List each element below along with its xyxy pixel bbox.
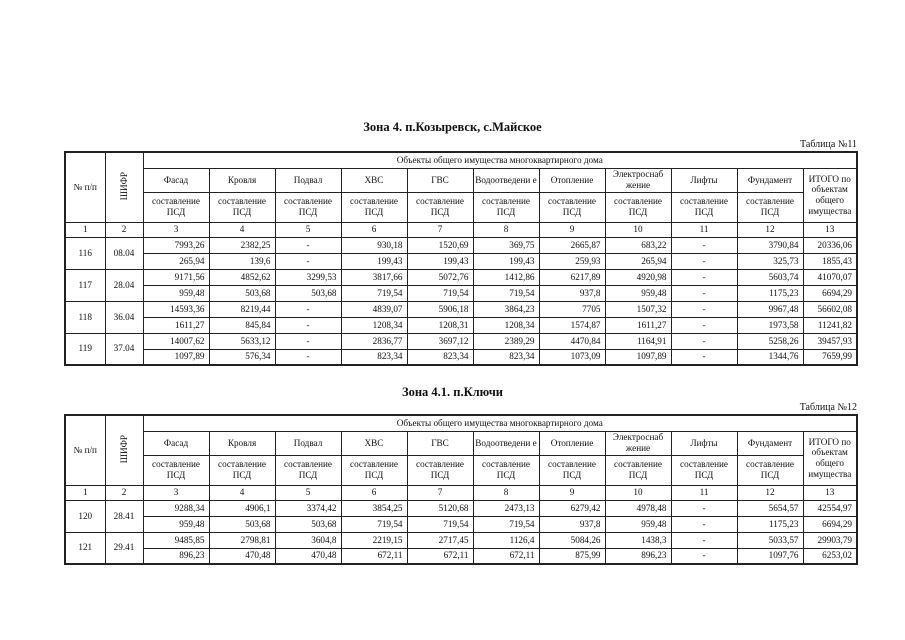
table-cell: 199,43: [473, 253, 539, 269]
table-cell: -: [671, 548, 737, 564]
table-cell: 845,84: [209, 317, 275, 333]
table-cell: 875,99: [539, 548, 605, 564]
subheader-psd: составление ПСД: [539, 455, 605, 485]
column-number: 5: [275, 485, 341, 500]
table-cell: 719,54: [341, 285, 407, 301]
object-column-header: Фасад: [143, 168, 209, 192]
table-cell: -: [671, 237, 737, 253]
subheader-psd: составление ПСД: [209, 455, 275, 485]
table-cell: -: [671, 269, 737, 285]
table-cell: 56602,08: [803, 301, 857, 317]
object-column-header: ГВС: [407, 168, 473, 192]
table-cell: 4470,84: [539, 333, 605, 349]
table-cell: 1412,86: [473, 269, 539, 285]
table-cell: 1164,91: [605, 333, 671, 349]
table-cell: 139,6: [209, 253, 275, 269]
table-cell: 6253,02: [803, 548, 857, 564]
table-row: [65, 269, 857, 285]
table-cell: 9288,34: [143, 500, 209, 516]
table-cell: 1126,4: [473, 532, 539, 548]
table-cell: 11241,82: [803, 317, 857, 333]
object-column-header: Электроснаб жение: [605, 168, 671, 192]
table-cell: 1855,43: [803, 253, 857, 269]
row-np: 120: [65, 500, 105, 532]
column-number: 11: [671, 485, 737, 500]
table-cell: 14593,36: [143, 301, 209, 317]
table-cell: 1175,23: [737, 516, 803, 532]
table-cell: 41070,07: [803, 269, 857, 285]
table-cell: 1574,87: [539, 317, 605, 333]
table-cell: -: [671, 333, 737, 349]
table-cell: 959,48: [143, 516, 209, 532]
table-cell: 937,8: [539, 285, 605, 301]
table-cell: 265,94: [605, 253, 671, 269]
table-cell: 6217,89: [539, 269, 605, 285]
table-cell: -: [275, 237, 341, 253]
table-cell: 823,34: [407, 349, 473, 365]
object-column-header: Лифты: [671, 431, 737, 455]
subheader-psd: составление ПСД: [407, 455, 473, 485]
table-cell: 2389,29: [473, 333, 539, 349]
data-table: [64, 414, 858, 565]
object-column-header: Фундамент: [737, 168, 803, 192]
table-cell: 896,23: [143, 548, 209, 564]
header-np: № п/п: [65, 152, 105, 222]
subheader-psd: составление ПСД: [473, 192, 539, 222]
subheader-psd: составление ПСД: [275, 192, 341, 222]
table-cell: 3817,66: [341, 269, 407, 285]
table-cell: 1208,31: [407, 317, 473, 333]
table-cell: -: [275, 333, 341, 349]
table-cell: 325,73: [737, 253, 803, 269]
column-number: 2: [105, 485, 143, 500]
table-cell: 3604,8: [275, 532, 341, 548]
table-cell: 5084,26: [539, 532, 605, 548]
column-number: 12: [737, 222, 803, 237]
column-number: 10: [605, 485, 671, 500]
subheader-psd: составление ПСД: [209, 192, 275, 222]
column-number: 9: [539, 485, 605, 500]
table-cell: 470,48: [275, 548, 341, 564]
object-column-header: ГВС: [407, 431, 473, 455]
table-cell: 823,34: [341, 349, 407, 365]
table-cell: -: [671, 253, 737, 269]
table-cell: 3374,42: [275, 500, 341, 516]
table-row: [65, 301, 857, 317]
table-cell: 6694,29: [803, 285, 857, 301]
subheader-psd: составление ПСД: [341, 192, 407, 222]
table-cell: 683,22: [605, 237, 671, 253]
column-number: 4: [209, 485, 275, 500]
table-cell: -: [275, 301, 341, 317]
subheader-psd: составление ПСД: [275, 455, 341, 485]
column-number: 13: [803, 222, 857, 237]
table-cell: -: [671, 532, 737, 548]
table-cell: 719,54: [473, 285, 539, 301]
table-cell: 199,43: [407, 253, 473, 269]
column-number: 9: [539, 222, 605, 237]
table-cell: 959,48: [605, 285, 671, 301]
table-cell: 503,68: [209, 285, 275, 301]
table-cell: 823,34: [473, 349, 539, 365]
table-cell: 4978,48: [605, 500, 671, 516]
row-np: 118: [65, 301, 105, 333]
table-cell: 5120,68: [407, 500, 473, 516]
table-cell: 199,43: [341, 253, 407, 269]
table-row: [65, 285, 857, 301]
table-cell: 1611,27: [143, 317, 209, 333]
subheader-psd: составление ПСД: [605, 455, 671, 485]
table-cell: 5258,26: [737, 333, 803, 349]
table-cell: 672,11: [407, 548, 473, 564]
table-row: [65, 317, 857, 333]
row-cipher: 28.41: [105, 500, 143, 532]
row-cipher: 29.41: [105, 532, 143, 564]
table-cell: 7993,26: [143, 237, 209, 253]
table-cell: 5906,18: [407, 301, 473, 317]
object-column-header: Электроснаб жение: [605, 431, 671, 455]
column-number: 3: [143, 222, 209, 237]
table-cell: 470,48: [209, 548, 275, 564]
table-cell: 39457,93: [803, 333, 857, 349]
subheader-psd: составление ПСД: [671, 192, 737, 222]
table-cell: 5654,57: [737, 500, 803, 516]
subheader-psd: составление ПСД: [539, 192, 605, 222]
group-header: Объекты общего имущества многоквартирного дома: [143, 152, 857, 168]
table-cell: 2665,87: [539, 237, 605, 253]
table-cell: 1208,34: [341, 317, 407, 333]
object-column-header: Лифты: [671, 168, 737, 192]
object-column-header: Кровля: [209, 168, 275, 192]
table-cell: 576,34: [209, 349, 275, 365]
table-cell: 5633,12: [209, 333, 275, 349]
object-column-header: Подвал: [275, 431, 341, 455]
total-column-header: ИТОГО по объектам общего имущества: [803, 431, 857, 485]
table-cell: -: [275, 317, 341, 333]
table-cell: 1097,89: [605, 349, 671, 365]
object-column-header: Подвал: [275, 168, 341, 192]
table-cell: 4839,07: [341, 301, 407, 317]
row-cipher: 28.04: [105, 269, 143, 301]
object-column-header: Водоотведени е: [473, 431, 539, 455]
data-table: [64, 151, 858, 366]
header-cipher-cell: [105, 415, 143, 485]
object-column-header: ХВС: [341, 431, 407, 455]
header-cipher-cell: [105, 152, 143, 222]
table-cell: 3864,23: [473, 301, 539, 317]
table-cell: -: [275, 253, 341, 269]
table-cell: 1175,23: [737, 285, 803, 301]
table-cell: 265,94: [143, 253, 209, 269]
header-cipher: ШИФР: [118, 171, 129, 201]
table-cell: 3854,25: [341, 500, 407, 516]
table-cell: 672,11: [341, 548, 407, 564]
object-column-header: Кровля: [209, 431, 275, 455]
table-cell: 20336,06: [803, 237, 857, 253]
table-cell: 7705: [539, 301, 605, 317]
table-row: [65, 333, 857, 349]
row-cipher: 36.04: [105, 301, 143, 333]
column-number: 10: [605, 222, 671, 237]
table-cell: 3697,12: [407, 333, 473, 349]
object-column-header: Фундамент: [737, 431, 803, 455]
table-cell: 1611,27: [605, 317, 671, 333]
column-number: 1: [65, 485, 105, 500]
table-cell: 2798,81: [209, 532, 275, 548]
row-np: 116: [65, 237, 105, 269]
table-cell: 5603,74: [737, 269, 803, 285]
column-number: 6: [341, 222, 407, 237]
table-row: [65, 349, 857, 365]
column-number: 4: [209, 222, 275, 237]
table-cell: 1208,34: [473, 317, 539, 333]
row-np: 117: [65, 269, 105, 301]
table-cell: 369,75: [473, 237, 539, 253]
table-cell: 5072,76: [407, 269, 473, 285]
table-cell: 930,18: [341, 237, 407, 253]
header-cipher: ШИФР: [118, 434, 129, 464]
row-cipher: 37.04: [105, 333, 143, 365]
table-cell: 503,68: [209, 516, 275, 532]
column-number: 6: [341, 485, 407, 500]
table-cell: 2473,13: [473, 500, 539, 516]
table-cell: 6279,42: [539, 500, 605, 516]
row-np: 119: [65, 333, 105, 365]
column-number: 8: [473, 485, 539, 500]
table-cell: 959,48: [143, 285, 209, 301]
table-cell: 503,68: [275, 285, 341, 301]
subheader-psd: составление ПСД: [407, 192, 473, 222]
subheader-psd: составление ПСД: [737, 455, 803, 485]
object-column-header: Отопление: [539, 168, 605, 192]
table-cell: -: [671, 349, 737, 365]
table-cell: 5033,57: [737, 532, 803, 548]
table-cell: 29903,79: [803, 532, 857, 548]
table-cell: 3299,53: [275, 269, 341, 285]
table-cell: 1097,76: [737, 548, 803, 564]
table-cell: 1073,09: [539, 349, 605, 365]
object-column-header: Отопление: [539, 431, 605, 455]
table-cell: 8219,44: [209, 301, 275, 317]
table-cell: 6694,29: [803, 516, 857, 532]
object-column-header: Водоотведени е: [473, 168, 539, 192]
table-cell: -: [275, 349, 341, 365]
table-cell: 896,23: [605, 548, 671, 564]
table-cell: 959,48: [605, 516, 671, 532]
table-cell: 719,54: [407, 516, 473, 532]
table-cell: 2382,25: [209, 237, 275, 253]
table-cell: 2717,45: [407, 532, 473, 548]
table-cell: -: [671, 317, 737, 333]
table-cell: 719,54: [473, 516, 539, 532]
table-label: Таблица №11: [800, 139, 857, 150]
table-cell: 1344,76: [737, 349, 803, 365]
row-cipher: 08.04: [105, 237, 143, 269]
table-cell: 4920,98: [605, 269, 671, 285]
table-cell: 7659,99: [803, 349, 857, 365]
table-label: Таблица №12: [799, 402, 857, 413]
table-cell: -: [671, 301, 737, 317]
group-header: Объекты общего имущества многоквартирного дома: [143, 415, 857, 431]
column-number: 7: [407, 222, 473, 237]
column-number: 2: [105, 222, 143, 237]
column-number: 13: [803, 485, 857, 500]
table-cell: 503,68: [275, 516, 341, 532]
table-cell: 1097,89: [143, 349, 209, 365]
table-cell: 259,93: [539, 253, 605, 269]
subheader-psd: составление ПСД: [143, 455, 209, 485]
table-cell: 14007,62: [143, 333, 209, 349]
column-number: 8: [473, 222, 539, 237]
table-row: [65, 237, 857, 253]
object-column-header: ХВС: [341, 168, 407, 192]
table-cell: 719,54: [407, 285, 473, 301]
table-row: [65, 548, 857, 564]
table-row: [65, 532, 857, 548]
table-cell: -: [671, 285, 737, 301]
table-row: [65, 516, 857, 532]
column-number: 3: [143, 485, 209, 500]
table-cell: 672,11: [473, 548, 539, 564]
table-cell: 42554,97: [803, 500, 857, 516]
table-cell: 1973,58: [737, 317, 803, 333]
table-cell: -: [671, 500, 737, 516]
row-np: 121: [65, 532, 105, 564]
column-number: 5: [275, 222, 341, 237]
subheader-psd: составление ПСД: [605, 192, 671, 222]
zone-title: Зона 4.1. п.Ключи: [401, 385, 504, 399]
subheader-psd: составление ПСД: [473, 455, 539, 485]
table-cell: 1507,32: [605, 301, 671, 317]
table-cell: 3790,84: [737, 237, 803, 253]
table-cell: 9171,56: [143, 269, 209, 285]
column-number: 7: [407, 485, 473, 500]
column-number: 12: [737, 485, 803, 500]
table-cell: 937,8: [539, 516, 605, 532]
table-row: [65, 253, 857, 269]
subheader-psd: составление ПСД: [671, 455, 737, 485]
table-cell: -: [671, 516, 737, 532]
column-number: 1: [65, 222, 105, 237]
subheader-psd: составление ПСД: [737, 192, 803, 222]
table-cell: 2836,77: [341, 333, 407, 349]
subheader-psd: составление ПСД: [341, 455, 407, 485]
table-cell: 1520,69: [407, 237, 473, 253]
subheader-psd: составление ПСД: [143, 192, 209, 222]
table-row: [65, 500, 857, 516]
total-column-header: ИТОГО по объектам общего имущества: [803, 168, 857, 222]
table-cell: 4906,1: [209, 500, 275, 516]
zone-title: Зона 4. п.Козыревск, с.Майское: [363, 120, 542, 134]
table-cell: 2219,15: [341, 532, 407, 548]
table-cell: 1438,3: [605, 532, 671, 548]
header-np: № п/п: [65, 415, 105, 485]
column-number: 11: [671, 222, 737, 237]
table-cell: 719,54: [341, 516, 407, 532]
table-cell: 4852,62: [209, 269, 275, 285]
object-column-header: Фасад: [143, 431, 209, 455]
table-cell: 9967,48: [737, 301, 803, 317]
table-cell: 9485,85: [143, 532, 209, 548]
